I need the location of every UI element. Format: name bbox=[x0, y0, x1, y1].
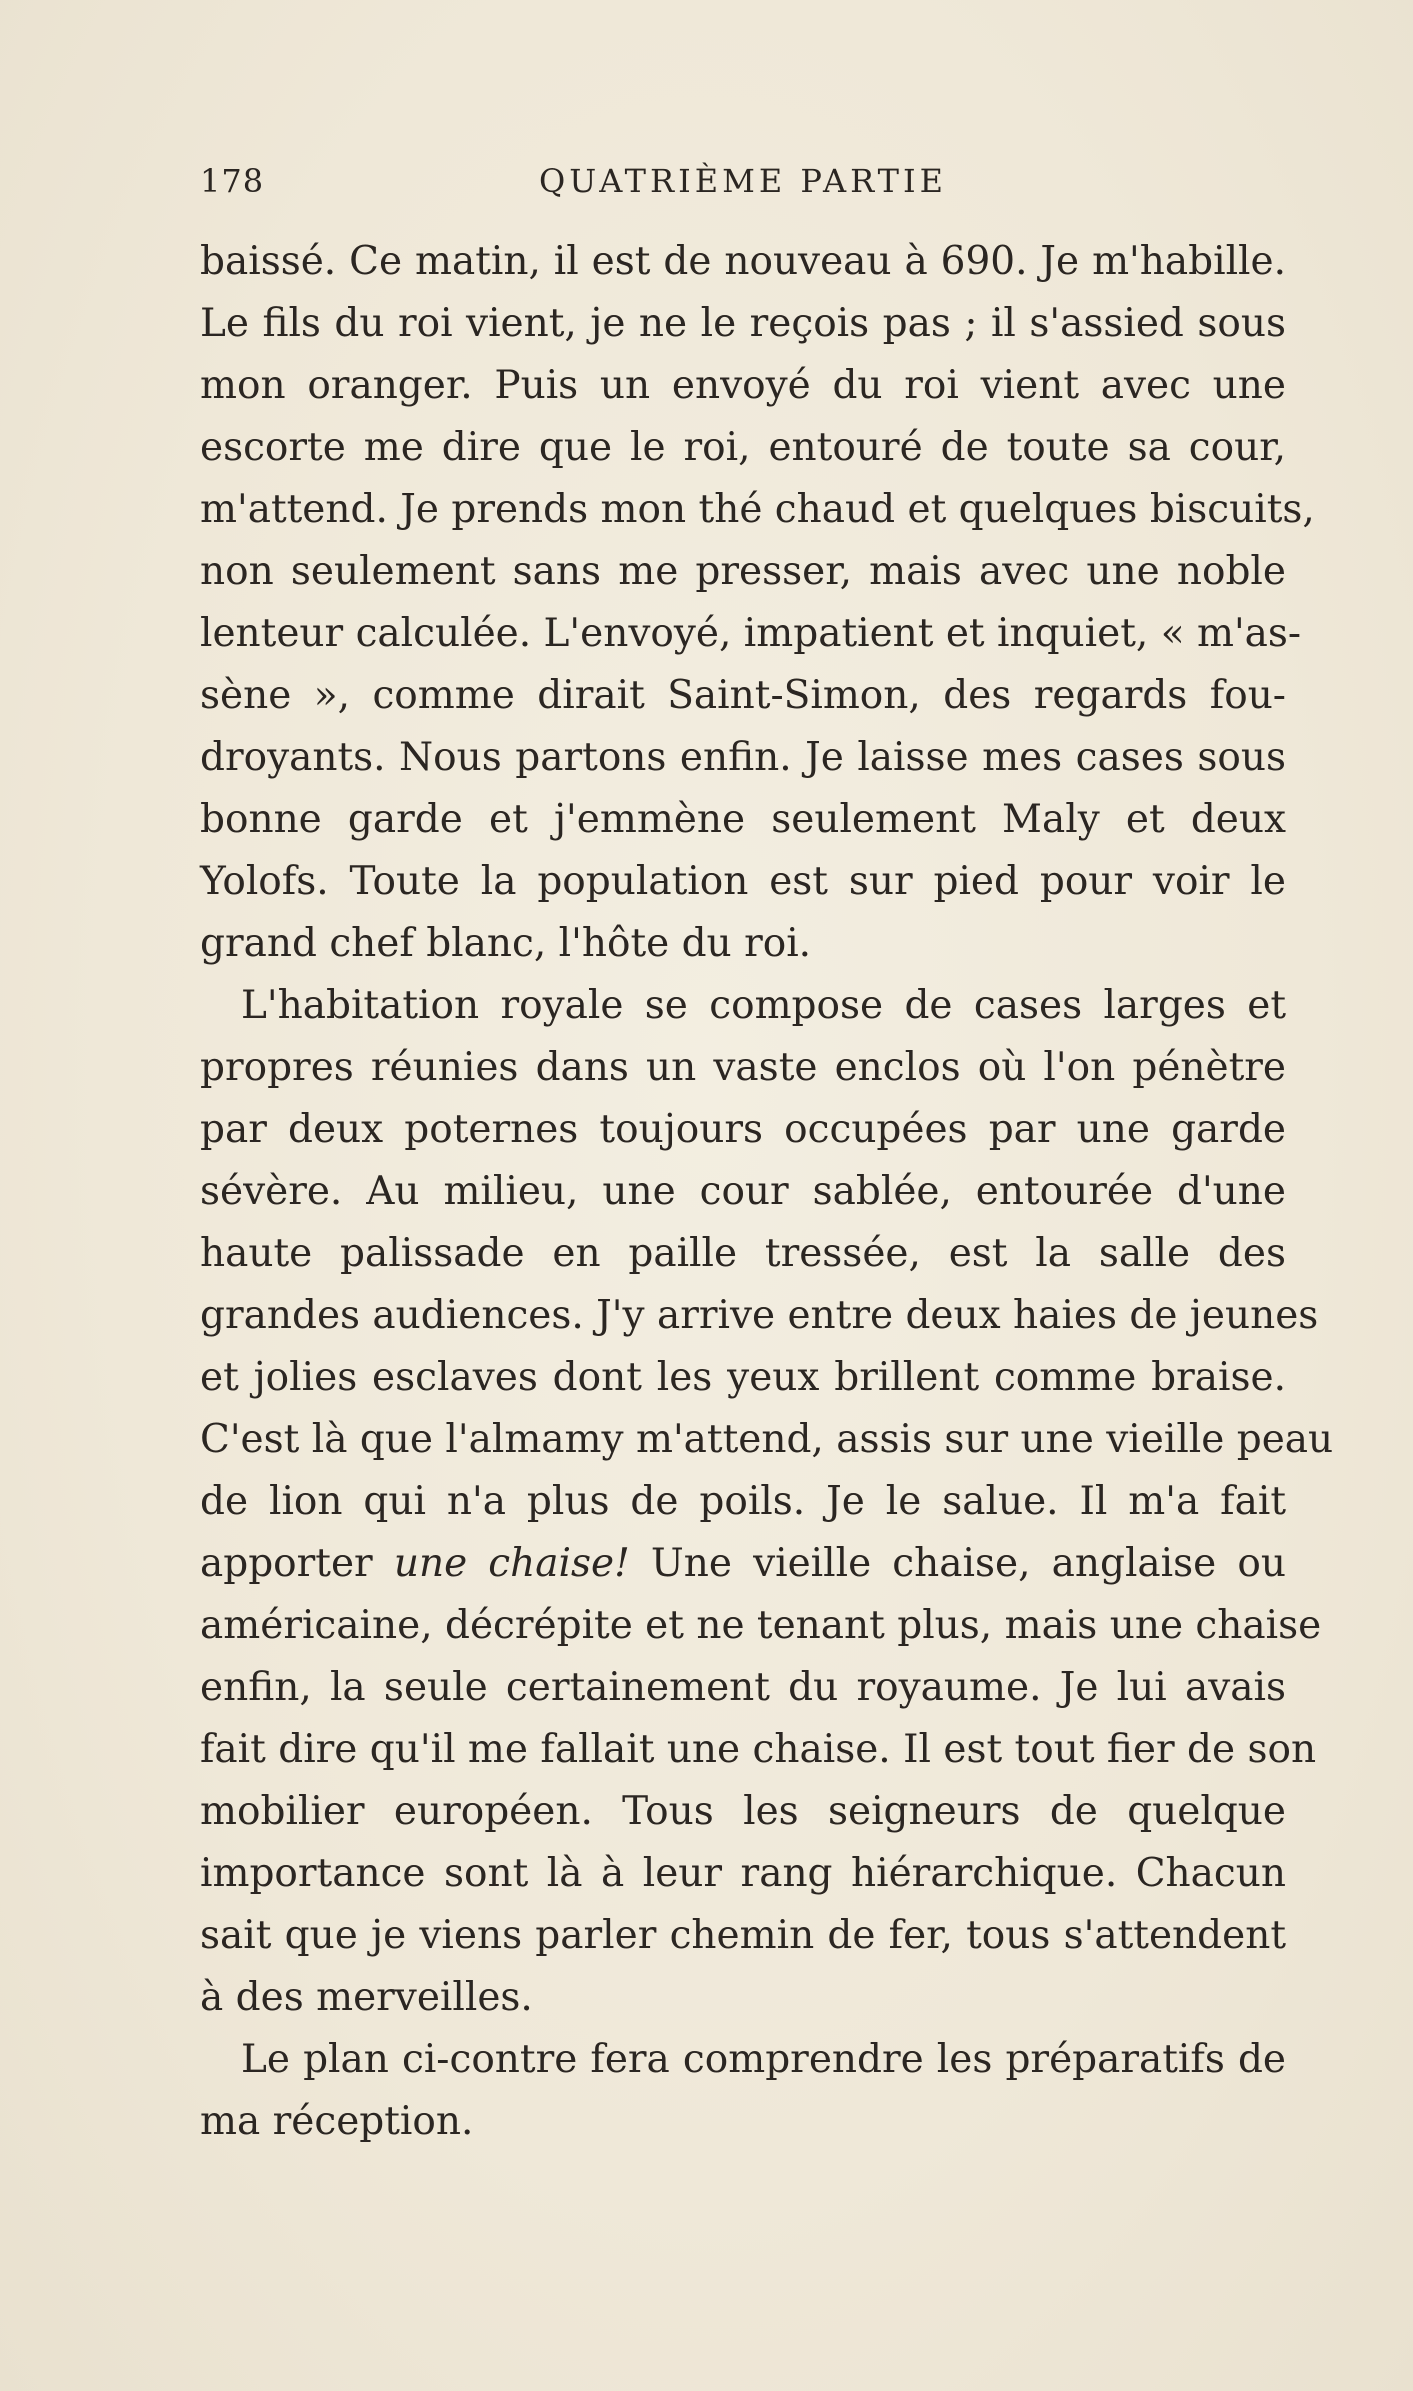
text-line: sait que je viens parler chemin de fer, tous s'attendent bbox=[200, 1913, 1286, 1958]
text-segment: Une vieille chaise, anglaise ou bbox=[629, 1541, 1286, 1586]
text-line: et jolies esclaves dont les yeux brillent comme braise. bbox=[200, 1355, 1286, 1400]
running-title: QUATRIÈME PARTIE bbox=[539, 162, 947, 200]
text-line: enfin, la seule certainement du royaume. Je lui avais bbox=[200, 1665, 1286, 1710]
page-number: 178 bbox=[200, 162, 265, 200]
text-segment: apporter bbox=[200, 1541, 394, 1586]
text-line: par deux poternes toujours occupées par une garde bbox=[200, 1107, 1286, 1152]
text-line: C'est là que l'almamy m'attend, assis sur une vieille peau bbox=[200, 1417, 1334, 1462]
text-line: baissé. Ce matin, il est de nouveau à 690. Je m'habille. bbox=[200, 239, 1286, 284]
text-line: ma réception. bbox=[200, 2099, 474, 2144]
text-line: droyants. Nous partons enfin. Je laisse mes cases sous bbox=[200, 735, 1286, 780]
text-line: de lion qui n'a plus de poils. Je le salue. Il m'a fait bbox=[200, 1479, 1286, 1524]
text-line: escorte me dire que le roi, entouré de toute sa cour, bbox=[200, 425, 1286, 470]
text-line: à des merveilles. bbox=[200, 1975, 533, 2020]
text-line: sévère. Au milieu, une cour sablée, entourée d'une bbox=[200, 1169, 1286, 1214]
text-line: haute palissade en paille tressée, est la salle des bbox=[200, 1231, 1286, 1276]
text-line: sène », comme dirait Saint-Simon, des regards fou- bbox=[200, 673, 1286, 718]
text-line: L'habitation royale se compose de cases larges et bbox=[241, 983, 1286, 1028]
page-header bbox=[200, 162, 1286, 212]
text-line: importance sont là à leur rang hiérarchique. Chacun bbox=[200, 1851, 1286, 1896]
text-line: Le fils du roi vient, je ne le reçois pas ; il s'assied sous bbox=[200, 301, 1286, 346]
text-line: Yolofs. Toute la population est sur pied pour voir le bbox=[200, 859, 1286, 904]
text-line: mon oranger. Puis un envoyé du roi vient avec une bbox=[200, 363, 1286, 408]
text-line: américaine, décrépite et ne tenant plus, mais une chaise bbox=[200, 1603, 1322, 1648]
text-line: bonne garde et j'emmène seulement Maly et deux bbox=[200, 797, 1286, 842]
italic-phrase: une chaise! bbox=[393, 1541, 630, 1586]
text-line: mobilier européen. Tous les seigneurs de quelque bbox=[200, 1789, 1286, 1834]
text-line: non seulement sans me presser, mais avec une noble bbox=[200, 549, 1286, 594]
body-text bbox=[200, 231, 1334, 2153]
text-line: m'attend. Je prends mon thé chaud et quelques biscuits, bbox=[200, 487, 1315, 532]
text-line: Le plan ci-contre fera comprendre les préparatifs de bbox=[241, 2037, 1286, 2082]
text-line: grand chef blanc, l'hôte du roi. bbox=[200, 921, 812, 966]
text-line: fait dire qu'il me fallait une chaise. Il est tout fier de son bbox=[200, 1727, 1317, 1772]
text-line: propres réunies dans un vaste enclos où l'on pénètre bbox=[200, 1045, 1286, 1090]
text-line: lenteur calculée. L'envoyé, impatient et inquiet, « m'as- bbox=[200, 611, 1302, 656]
text-line: grandes audiences. J'y arrive entre deux haies de jeunes bbox=[200, 1293, 1319, 1338]
text-line-with-italic bbox=[200, 1533, 1286, 1595]
